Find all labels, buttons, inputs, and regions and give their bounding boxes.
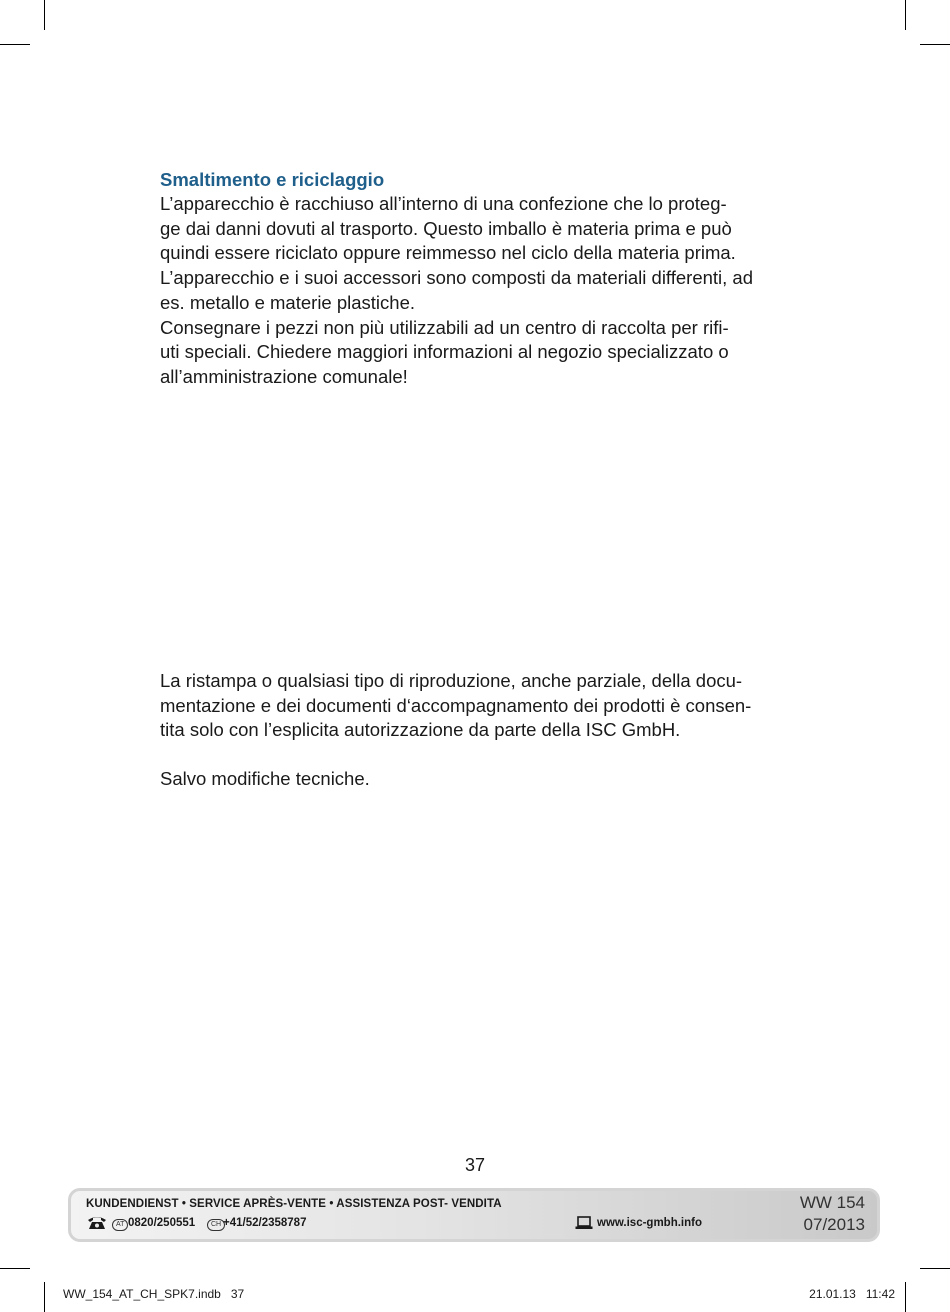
paragraph-line: mentazione e dei documenti d‘accompagnamento dei prodotti è consen- [160,694,752,716]
paragraph-line: tita solo con l’esplicita autorizzazione da parte della ISC GmbH. [160,719,681,741]
paragraph-line: Consegnare i pezzi non più utilizzabili ad un centro di raccolta per rifi- [160,316,729,338]
document-date: 07/2013 [803,1215,865,1234]
page-number: 37 [464,1155,486,1175]
website-link[interactable]: www.isc-gmbh.info [597,1217,702,1229]
crop-mark [0,44,30,45]
crop-mark [0,1268,30,1269]
crop-mark [44,1282,45,1312]
paragraph-line: La ristampa o qualsiasi tipo di riproduzione, anche parziale, della docu- [160,670,743,691]
document-code: WW 154 [799,1193,865,1212]
laptop-icon [575,1216,593,1235]
copyright-paragraph [160,669,800,743]
paragraph-line: ge dai danni dovuti al trasporto. Questo imballo è materia prima e può [160,217,732,239]
section-title: Smaltimento e riciclaggio [160,169,385,190]
telephone-icon [87,1215,107,1236]
paragraph-line: uti speciali. Chiedere maggiori informazioni al negozio specializzato o [160,341,729,363]
at-phone-number[interactable]: 0820/250551 [128,1217,196,1229]
paragraph-line: L’apparecchio e i suoi accessori sono composti da materiali differenti, ad [160,267,754,289]
technical-changes-note: Salvo modifiche tecniche. [160,768,370,789]
at-badge: AT [112,1219,128,1231]
disposal-paragraph [160,192,800,390]
print-slug-timestamp: 21.01.13 11:42 [809,1287,895,1301]
crop-mark [44,0,45,30]
paragraph-line: es. metallo e materie plastiche. [160,291,416,313]
paragraph-line: L’apparecchio è racchiuso all’interno di una confezione che lo proteg- [160,193,727,214]
crop-mark [920,44,950,45]
service-heading: KUNDENDIENST • SERVICE APRÈS-VENTE • ASSISTENZA POST- VENDITA [86,1198,502,1210]
paragraph-line: all’amministrazione comunale! [160,365,408,387]
crop-mark [920,1268,950,1269]
crop-mark [905,0,906,30]
service-footer [68,1188,880,1242]
crop-mark [905,1282,906,1312]
paragraph-line: quindi essere riciclato oppure reimmesso nel ciclo della materia prima. [160,242,736,264]
ch-phone-number[interactable]: +41/52/2358787 [223,1217,307,1229]
ch-badge: CH [207,1219,225,1231]
print-slug-file: WW_154_AT_CH_SPK7.indb 37 [63,1287,245,1301]
